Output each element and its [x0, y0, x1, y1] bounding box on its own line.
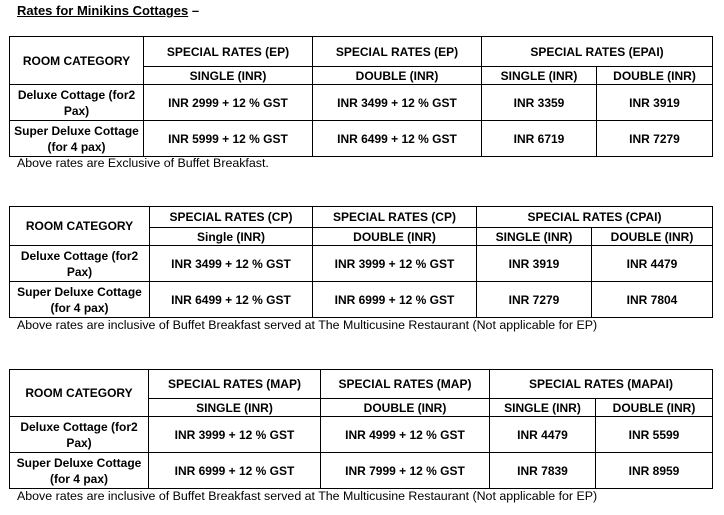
rate-cell: INR 3999 + 12 % GST — [149, 417, 321, 453]
column-header: DOUBLE (INR) — [313, 228, 477, 246]
room-category-cell: Super Deluxe Cottage (for 4 pax) — [10, 121, 144, 157]
rates-note: Above rates are inclusive of Buffet Breakfast served at The Multicusine Restaurant (Not applicable for EP) — [17, 489, 598, 503]
table-group-header-row — [10, 37, 713, 67]
column-header: DOUBLE (INR) — [313, 67, 482, 85]
rates-table-map — [9, 369, 713, 489]
rates-table-ep — [9, 36, 713, 157]
room-category-cell: Deluxe Cottage (for2 Pax) — [10, 417, 149, 453]
page-title-dash: – — [188, 3, 200, 18]
group-header: SPECIAL RATES (MAP) — [321, 370, 490, 399]
room-category-cell: Deluxe Cottage (for2 Pax) — [10, 85, 144, 121]
column-header: DOUBLE (INR) — [321, 399, 490, 417]
table-row — [10, 246, 713, 282]
group-header: SPECIAL RATES (CP) — [313, 207, 477, 228]
rate-cell: INR 3359 — [482, 85, 597, 121]
rates-table-cp — [9, 206, 713, 318]
room-category-cell: Super Deluxe Cottage (for 4 pax) — [10, 453, 149, 489]
group-header: SPECIAL RATES (MAPAI) — [490, 370, 713, 399]
rate-cell: INR 7279 — [597, 121, 713, 157]
column-header: DOUBLE (INR) — [597, 67, 713, 85]
table-row — [10, 121, 713, 157]
rate-cell: INR 6999 + 12 % GST — [313, 282, 477, 318]
group-header: SPECIAL RATES (EP) — [313, 37, 482, 67]
group-header: SPECIAL RATES (EP) — [144, 37, 313, 67]
table-row — [10, 282, 713, 318]
column-header: SINGLE (INR) — [144, 67, 313, 85]
column-header: SINGLE (INR) — [490, 399, 596, 417]
rate-cell: INR 5599 — [596, 417, 713, 453]
group-header: SPECIAL RATES (EPAI) — [482, 37, 713, 67]
rate-cell: INR 3999 + 12 % GST — [313, 246, 477, 282]
rate-cell: INR 7839 — [490, 453, 596, 489]
rate-cell: INR 3919 — [477, 246, 592, 282]
column-header: SINGLE (INR) — [477, 228, 592, 246]
column-header: DOUBLE (INR) — [592, 228, 713, 246]
page-title-text: Rates for Minikins Cottages — [17, 3, 189, 18]
column-header: SINGLE (INR) — [149, 399, 321, 417]
table-row — [10, 417, 713, 453]
rate-cell: INR 7804 — [592, 282, 713, 318]
rate-cell: INR 6499 + 12 % GST — [313, 121, 482, 157]
rate-cell: INR 4999 + 12 % GST — [321, 417, 490, 453]
table-group-header-row — [10, 370, 713, 399]
table-row — [10, 85, 713, 121]
column-header: Single (INR) — [150, 228, 313, 246]
rate-cell: INR 5999 + 12 % GST — [144, 121, 313, 157]
rate-cell: INR 8959 — [596, 453, 713, 489]
column-header: DOUBLE (INR) — [596, 399, 713, 417]
room-category-header: ROOM CATEGORY — [10, 207, 150, 246]
rate-cell: INR 7279 — [477, 282, 592, 318]
table-row — [10, 453, 713, 489]
page-title — [17, 3, 199, 18]
group-header: SPECIAL RATES (MAP) — [149, 370, 321, 399]
rate-cell: INR 2999 + 12 % GST — [144, 85, 313, 121]
column-header: SINGLE (INR) — [482, 67, 597, 85]
group-header: SPECIAL RATES (CP) — [150, 207, 313, 228]
room-category-cell: Deluxe Cottage (for2 Pax) — [10, 246, 150, 282]
room-category-header: ROOM CATEGORY — [10, 370, 149, 417]
rates-note: Above rates are Exclusive of Buffet Breakfast. — [17, 156, 269, 170]
rate-cell: INR 6499 + 12 % GST — [150, 282, 313, 318]
rate-cell: INR 4479 — [490, 417, 596, 453]
rate-cell: INR 3919 — [597, 85, 713, 121]
rate-cell: INR 6719 — [482, 121, 597, 157]
rate-cell: INR 4479 — [592, 246, 713, 282]
rate-cell: INR 3499 + 12 % GST — [150, 246, 313, 282]
rates-note: Above rates are inclusive of Buffet Breakfast served at The Multicusine Restaurant (Not applicable for EP) — [17, 318, 598, 332]
rate-cell: INR 6999 + 12 % GST — [149, 453, 321, 489]
table-group-header-row — [10, 207, 713, 228]
room-category-header: ROOM CATEGORY — [10, 37, 144, 85]
rate-cell: INR 3499 + 12 % GST — [313, 85, 482, 121]
rate-cell: INR 7999 + 12 % GST — [321, 453, 490, 489]
room-category-cell: Super Deluxe Cottage (for 4 pax) — [10, 282, 150, 318]
group-header: SPECIAL RATES (CPAI) — [477, 207, 713, 228]
